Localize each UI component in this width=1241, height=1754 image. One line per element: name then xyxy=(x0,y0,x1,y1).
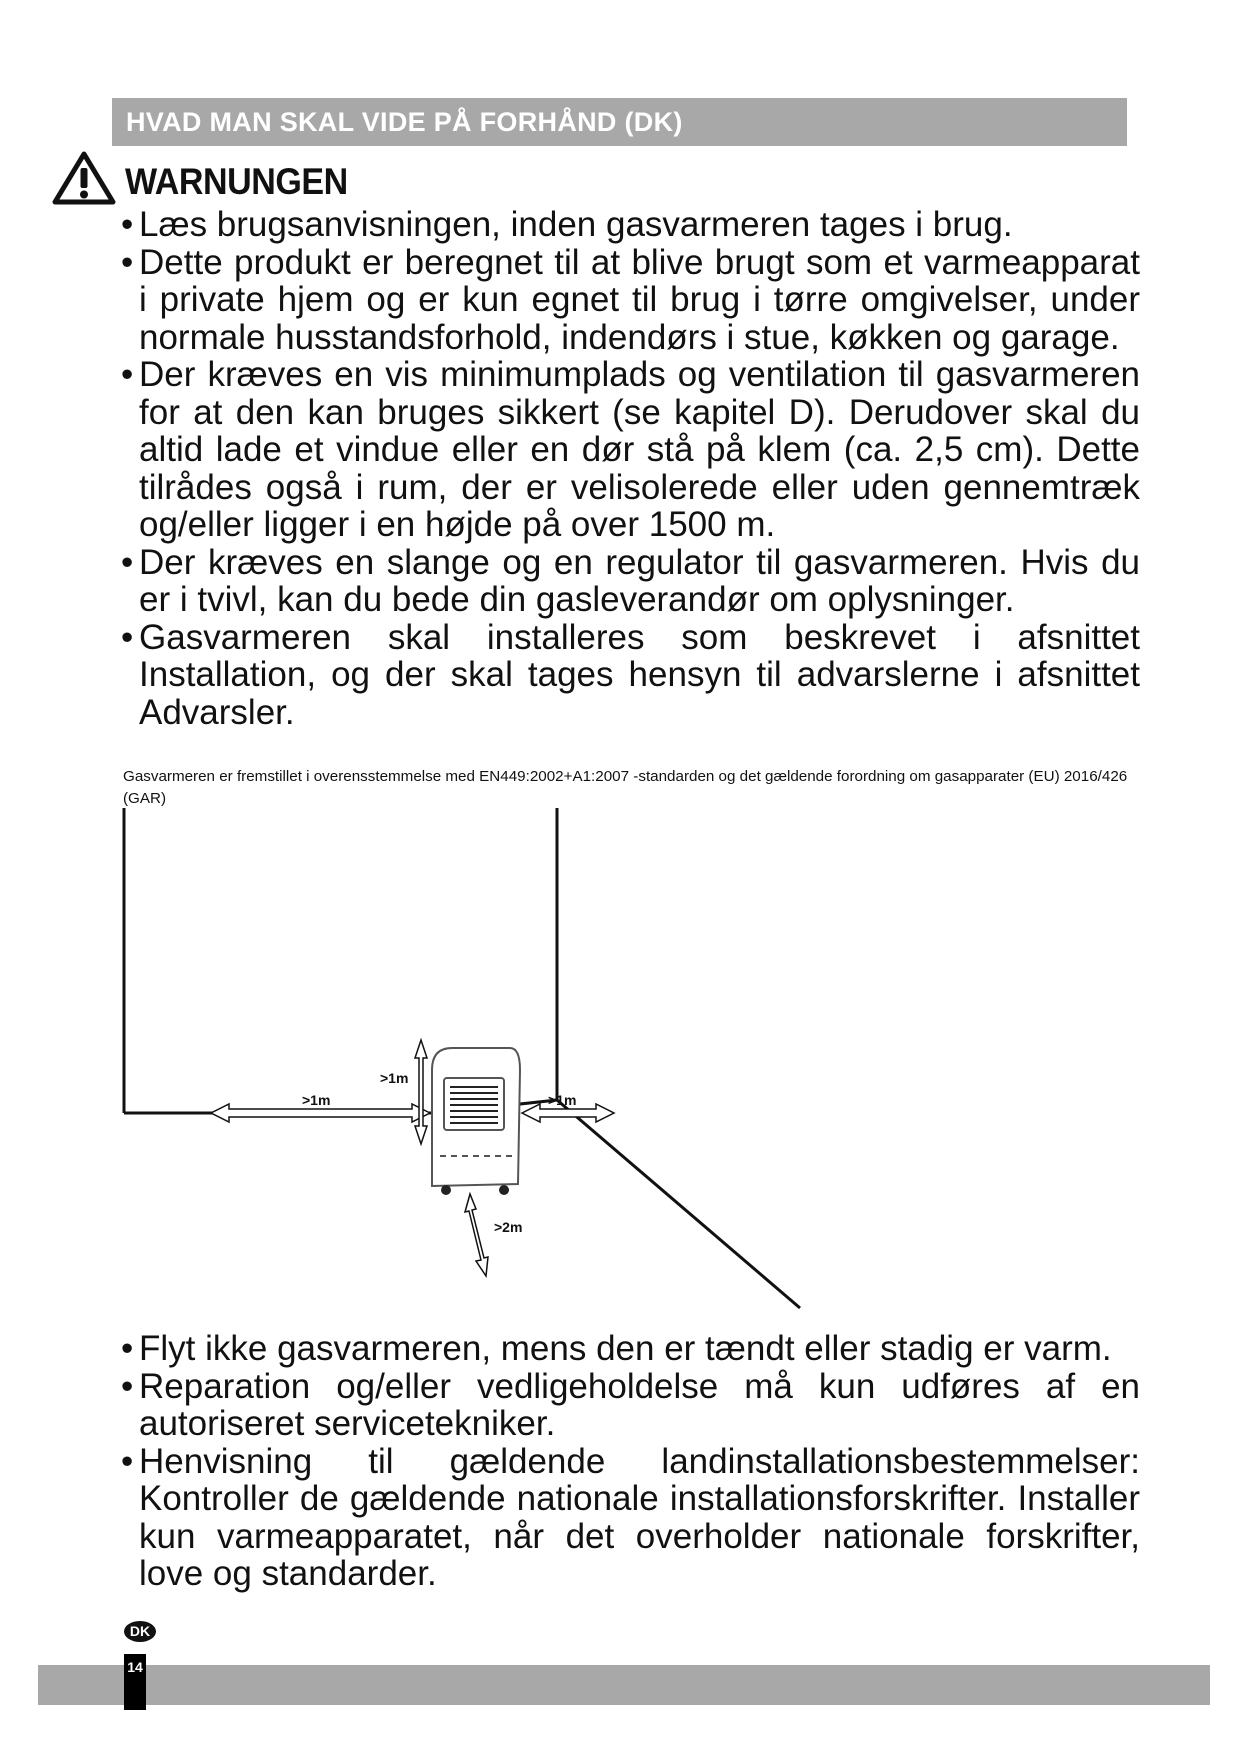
footer-bar xyxy=(38,1665,1210,1705)
clearance-arrows xyxy=(211,1040,614,1276)
heater-icon xyxy=(432,1048,520,1195)
list-item: • Dette produkt er beregnet til at blive brugt som et varmeapparat i private hjem og er kun egnet til brug i tørre omgivelser, under normale husstandsforhold, indendørs i stue, køkken og garage. xyxy=(125,244,1140,357)
list-item: • Gasvarmeren skal installeres som beskrevet i afsnittet Installation, og der skal tages hensyn til advarslerne i afsnittet Advarsler. xyxy=(125,619,1140,732)
warning-triangle-icon xyxy=(52,150,116,206)
section-title-bar: HVAD MAN SKAL VIDE PÅ FORHÅND (DK) xyxy=(112,98,1127,146)
warning-title: WARNUNGEN xyxy=(125,161,348,202)
label-right-clearance: >1m xyxy=(548,1092,577,1108)
list-item: • Der kræves en vis minimumplads og ventilation til gasvarmeren for at den kan bruges sikkert (se kapitel D). Derudover skal du altid lade et vindue eller en dør stå på klem (ca. 2,5 cm). Dette tilrådes også i rum, der er velisolerede eller uden gennemtræk og/eller ligger i en højde på over 1500 m. xyxy=(125,356,1140,544)
list-item: • Henvisning til gældende landinstallationsbestemmelser: Kontroller de gældende nationale installationsforskrifter. Installer kun varmeapparatet, når det overholder nationale forskrifter, love og standarder. xyxy=(125,1443,1140,1593)
clearance-diagram xyxy=(110,808,810,1310)
standard-note: Gasvarmeren er fremstillet i overensstemmelse med EN449:2002+A1:2007 -standarden og det gældende forordning om gasapparater (EU) 2016/426 (GAR) xyxy=(123,768,1128,807)
page-number: 14 xyxy=(124,1654,146,1710)
warning-list-bottom xyxy=(125,1330,1140,1593)
list-item: • Reparation og/eller vedligeholdelse må kun udføres af en autoriseret servicetekniker. xyxy=(125,1368,1140,1443)
language-badge: DK xyxy=(124,1621,156,1642)
label-back-clearance: >1m xyxy=(380,1070,409,1086)
label-front-clearance: >2m xyxy=(494,1219,523,1235)
label-left-clearance: >1m xyxy=(302,1092,331,1108)
warning-list-top xyxy=(125,206,1140,731)
list-item: • Der kræves en slange og en regulator til gasvarmeren. Hvis du er i tvivl, kan du bede din gasleverandør om oplysninger. xyxy=(125,544,1140,619)
list-item: • Flyt ikke gasvarmeren, mens den er tændt eller stadig er varm. xyxy=(125,1330,1140,1368)
list-item: • Læs brugsanvisningen, inden gasvarmeren tages i brug. xyxy=(125,206,1140,244)
